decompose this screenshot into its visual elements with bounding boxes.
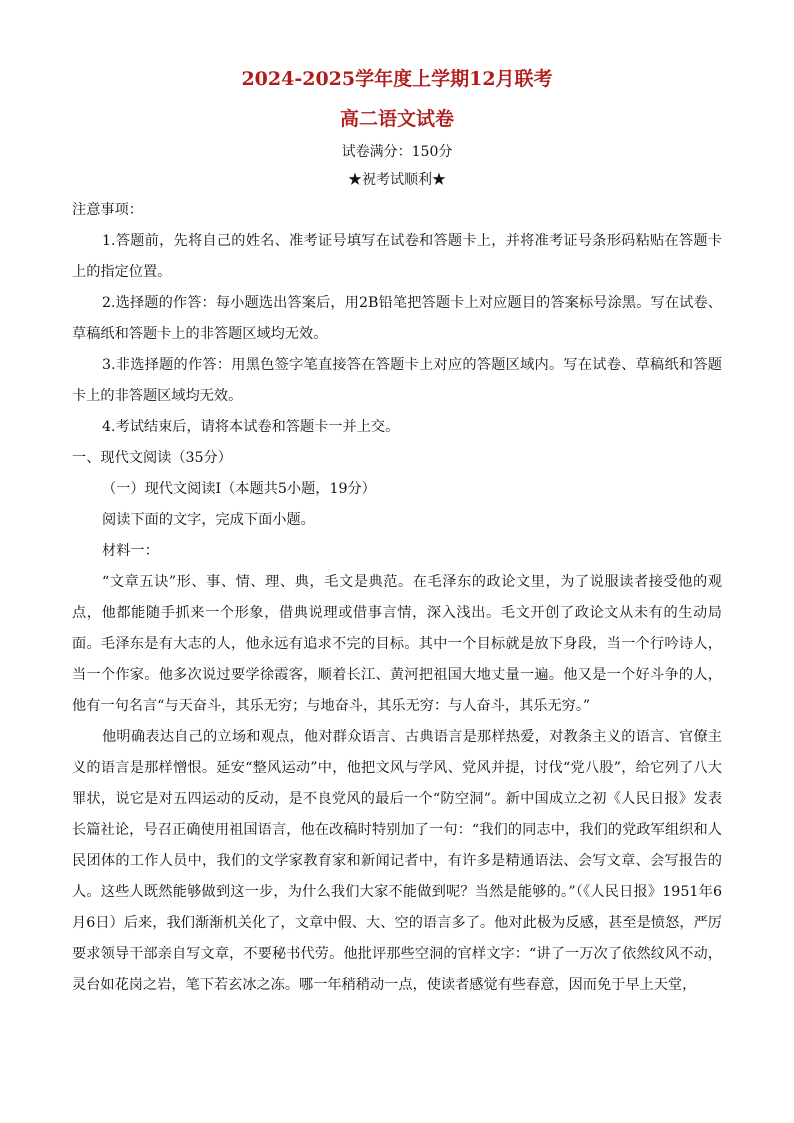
good-luck-line: ★祝考试顺利★ <box>348 172 446 188</box>
notice-item-1: 1.答题前，先将自己的姓名、准考证号填写在试卷和答题卡上，并将准考证号条形码粘贴在答题卡上的指定位置。 <box>72 233 722 280</box>
notice-item-3: 3.非选择题的作答：用黑色签字笔直接答在答题卡上对应的答题区域内。写在试卷、草稿纸和答题卡上的非答题区域均无效。 <box>72 357 722 404</box>
material-paragraph: 他明确表达自己的立场和观点，他对群众语言、古典语言是那样热爱，对教条主义的语言、官僚主义的语言是那样憎恨。延安“整风运动”中，他把文风与学风、党风并提，讨伐“党八股”，给它列了八大罪状，说它是对五四运动的反动，是不良党风的最后一个“防空洞”。新中国成立之初《人民日报》发表长篇社论，号召正确使用祖国语言，他在改稿时特别加了一句：“我们的同志中，我们的党政军组织和人民团体的工作人员中，我们的文学家教育家和新闻记者中，有许多是精通语法、会写文章、会写报告的人。这些人既然能够做到这一步，为什么我们大家不能做到呢？当然是能够的。”（《人民日报》1951年6月6日）后来，我们渐渐机关化了，文章中假、大、空的语言多了。他对此极为反感，甚至是愤怒，严厉要求领导干部亲自写文章，不要秘书代劳。他批评那些空洞的官样文字：“讲了一万次了依然纹风不动，灵台如花岗之岩，笔下若玄冰之冻。哪一年稍稍动一点，使读者感觉有些春意，因而免于早上天堂， <box>72 729 722 993</box>
exam-subtitle: 高二语文试卷 <box>339 108 454 130</box>
subsection-title: （一）现代文阅读Ⅰ（本题共5小题，19分） <box>102 481 376 497</box>
material-label: 材料一： <box>102 543 159 559</box>
notice-item-2: 2.选择题的作答：每小题选出答案后，用2B铅笔把答题卡上对应题目的答案标号涂黑。写在试卷、草稿纸和答题卡上的非答题区域均无效。 <box>72 295 722 342</box>
material-paragraph: “文章五诀”形、事、情、理、典，毛文是典范。在毛泽东的政论文里，为了说服读者接受他的观点，他都能随手抓来一个形象，借典说理或借事言情，深入浅出。毛文开创了政论文从未有的生动局面。毛泽东是有大志的人，他永远有追求不完的目标。其中一个目标就是放下身段，当一个行吟诗人，当一个作家。他多次说过要学徐霞客，顺着长江、黄河把祖国大地丈量一遍。他又是一个好斗争的人，他有一句名言“与天奋斗，其乐无穷；与地奋斗，其乐无穷：与人奋斗，其乐无穷。” <box>72 574 722 714</box>
exam-title: 2024-2025学年度上学期12月联考 <box>241 68 553 90</box>
notice-item-4: 4.考试结束后，请将本试卷和答题卡一并上交。 <box>102 419 400 435</box>
notice-heading: 注意事项： <box>72 202 143 218</box>
section-title: 一、现代文阅读（35分） <box>72 450 232 466</box>
exam-page <box>72 62 722 1001</box>
full-score: 试卷满分：150分 <box>341 144 453 160</box>
reading-instruction: 阅读下面的文字，完成下面小题。 <box>102 512 315 528</box>
